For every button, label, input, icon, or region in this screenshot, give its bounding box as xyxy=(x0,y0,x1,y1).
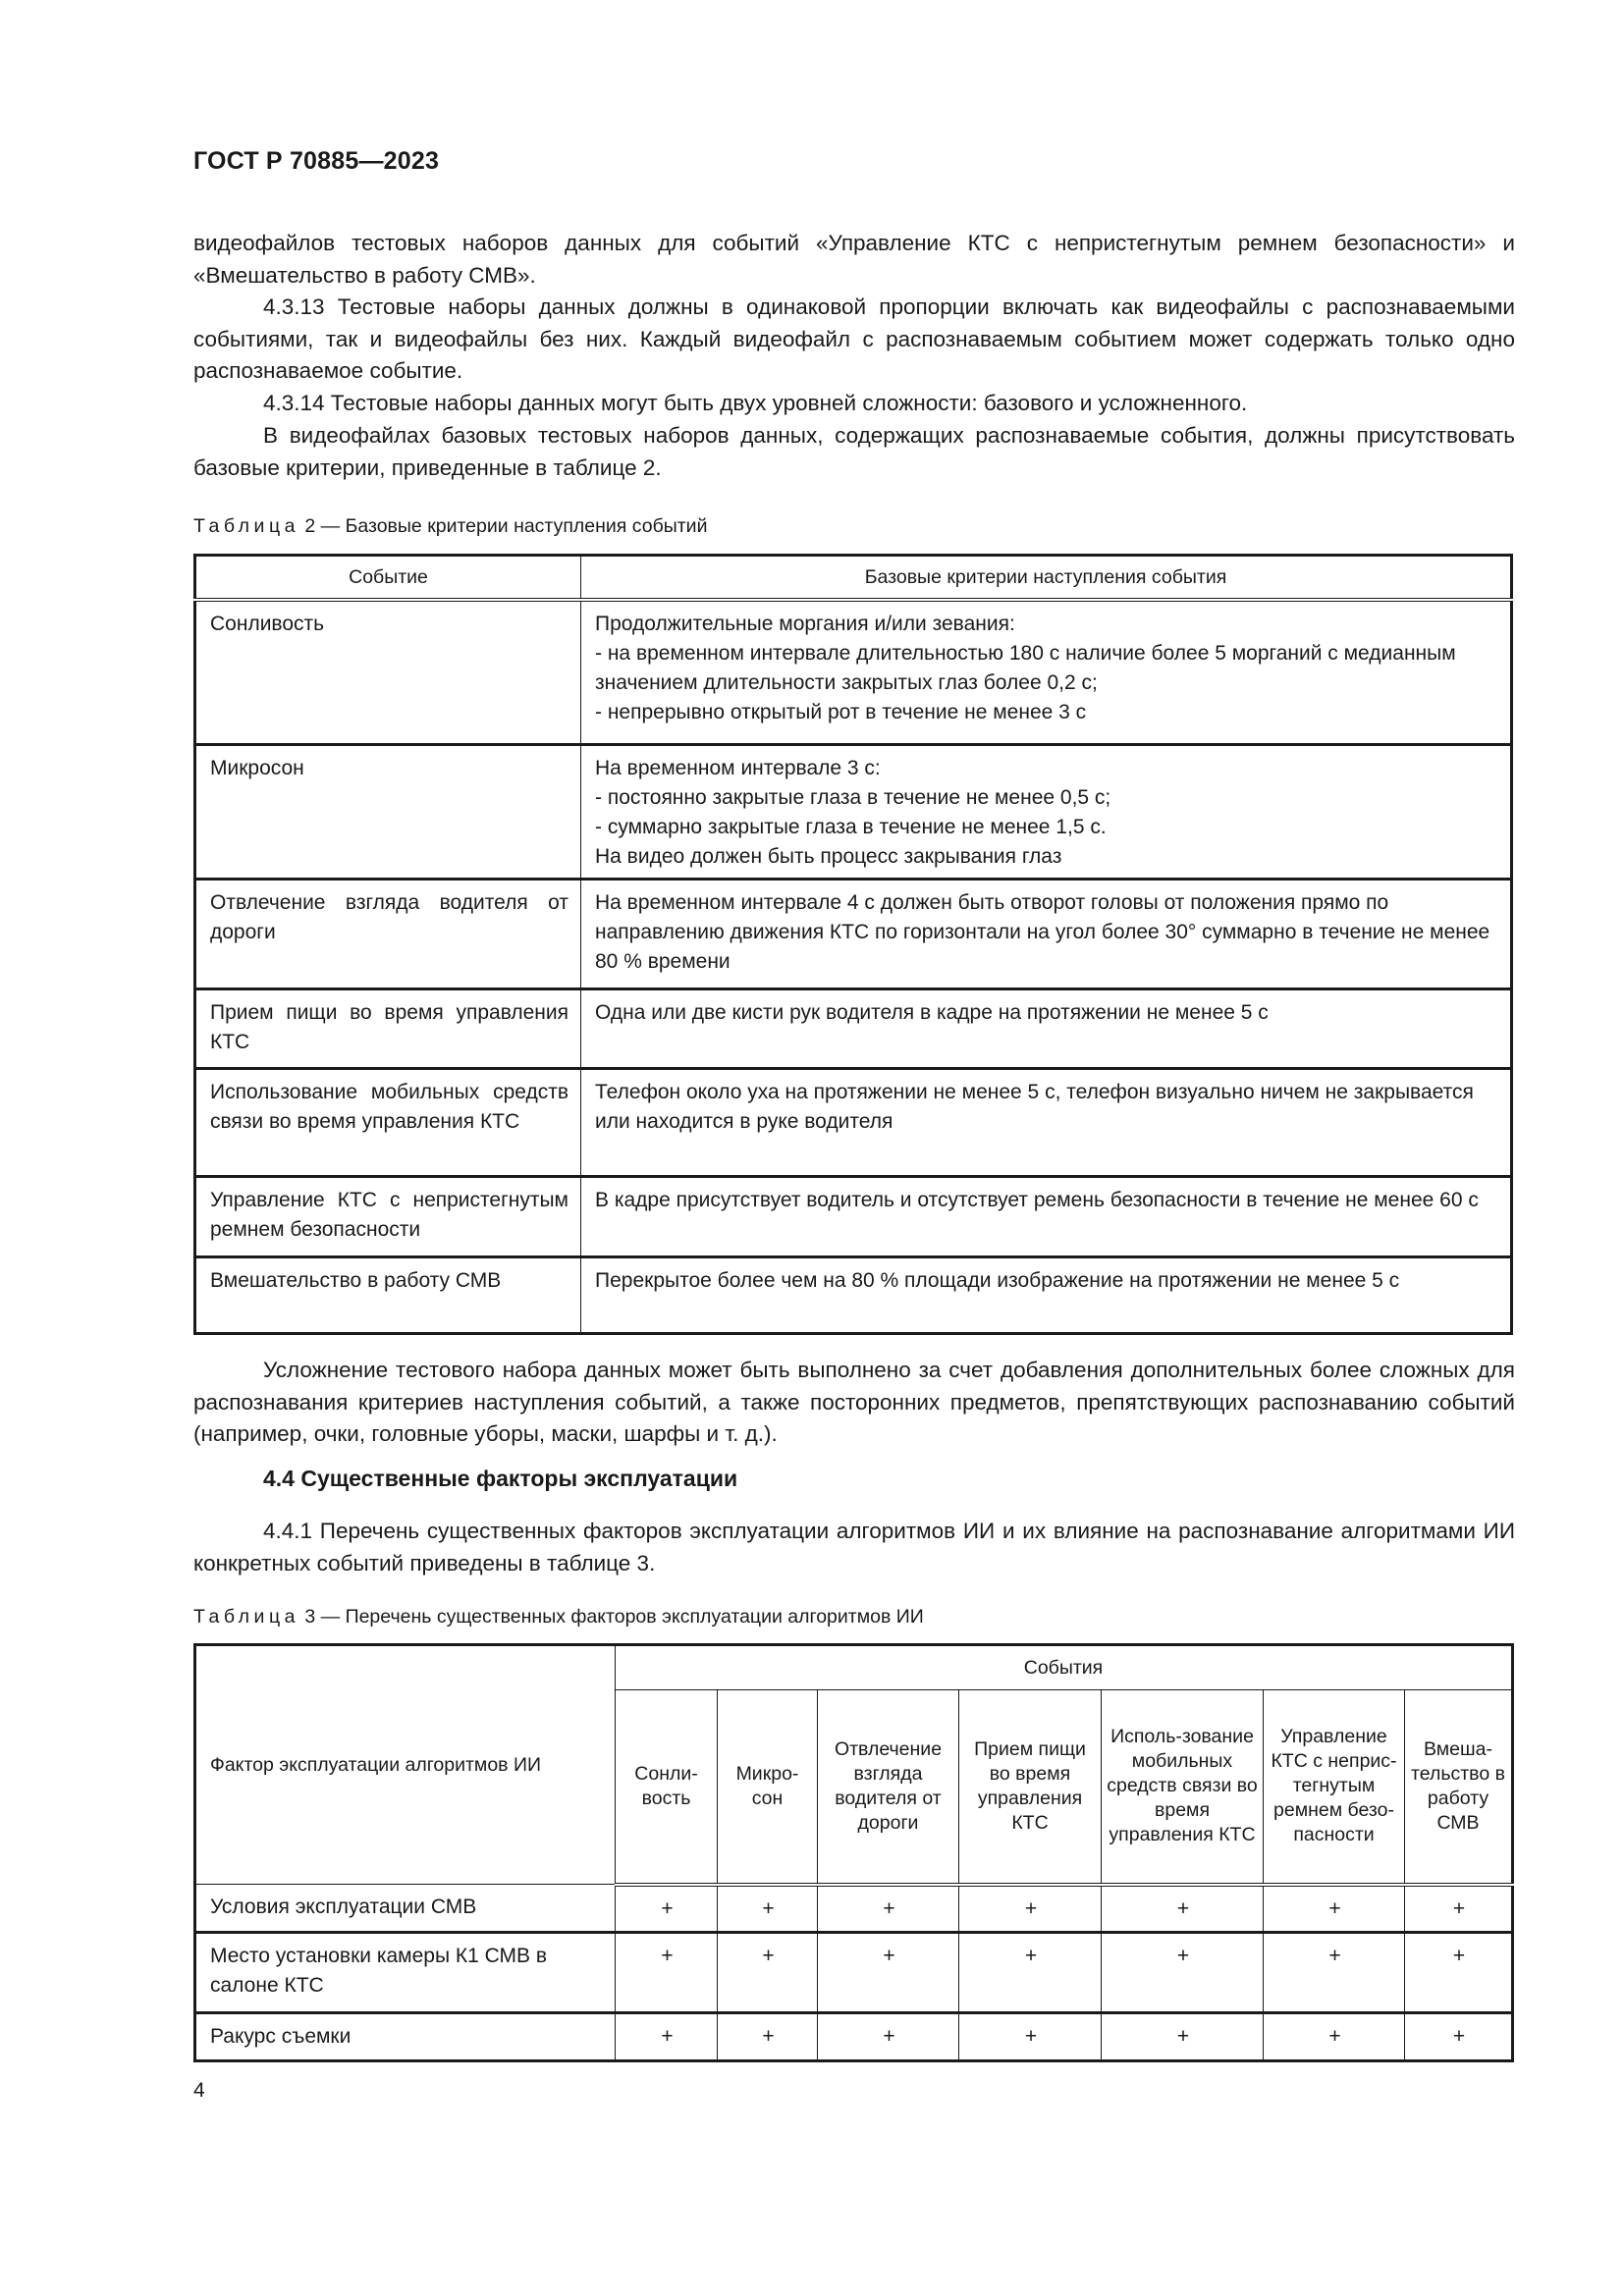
table3-caption-title: 3 — Перечень существенных факторов эксплуатации алгоритмов ИИ xyxy=(298,1606,924,1628)
table-row xyxy=(195,879,1512,988)
table3-mark: + xyxy=(959,1933,1102,2013)
table3-operating-factors xyxy=(193,1643,1514,2062)
paragraph-4-3-14: 4.3.14 Тестовые наборы данных могут быть двух уровней сложности: базового и усложненного. xyxy=(263,391,1248,415)
criteria-line: - на временном интервале длительностью 180 с наличие более 5 морганий с медианным значением длительности закрытых глаз более 0,2 с; xyxy=(595,642,1456,694)
criteria-line: На видео должен быть процесс закрывания глаз xyxy=(595,844,1062,868)
table-row xyxy=(195,1933,1513,2013)
table2-criteria-cell xyxy=(581,988,1512,1068)
table2-caption-title: 2 — Базовые критерии наступления событий xyxy=(298,515,708,537)
paragraph-basic-criteria: В видеофайлах базовых тестовых наборов данных, содержащих распознаваемые события, должны присутствовать базовые критерии, приведенные в таблице 2. xyxy=(193,423,1515,480)
table-row xyxy=(195,1885,1513,1933)
table2-basic-criteria xyxy=(193,554,1513,1335)
table2-header-row xyxy=(195,556,1512,601)
paragraph-4-3-13: 4.3.13 Тестовые наборы данных должны в одинаковой пропорции включать как видеофайлы с распознаваемыми событиями, так и видеофайлы без них. Каждый видеофайл с распознаваемым событием может содержать только одно распознаваемое событие. xyxy=(193,294,1515,383)
table3-mark: + xyxy=(959,1885,1102,1933)
table3-header-phone-use: Исполь-зование мобильных средств связи во время управления КТС xyxy=(1102,1690,1264,1885)
table3-header-drowsiness: Сонли-вость xyxy=(616,1690,718,1885)
table3-header-microsleep: Микро-сон xyxy=(718,1690,818,1885)
table3-caption xyxy=(193,1603,924,1630)
criteria-line: Продолжительные моргания и/или зевания: xyxy=(595,613,1015,635)
table-row xyxy=(195,600,1512,744)
table3-factor-cell: Ракурс съемки xyxy=(195,2013,616,2061)
table3-header-interference: Вмеша-тельство в работу СМВ xyxy=(1405,1690,1513,1885)
table3-mark: + xyxy=(1102,1885,1264,1933)
criteria-line: На временном интервале 4 с должен быть отворот головы от положения прямо по направлению движения КТС по горизонтали на угол более 30° суммарно в течение не менее 80 % времени xyxy=(595,890,1490,973)
criteria-line: Одна или две кисти рук водителя в кадре на протяжении не менее 5 с xyxy=(595,1000,1269,1024)
table3-header-no-seatbelt: Управление КТС с неприс-тегнутым ремнем безо-пасности xyxy=(1264,1690,1405,1885)
paragraph-continuation: видеофайлов тестовых наборов данных для событий «Управление КТС с непристегнутым ремнем безопасности» и «Вмешательство в работу СМВ». xyxy=(193,231,1515,288)
table3-mark: + xyxy=(1264,2013,1405,2061)
table2-event-cell: Микросон xyxy=(195,744,581,879)
table2-event-cell: Использование мобильных средств связи во время управления КТС xyxy=(195,1068,581,1176)
table3-header-events: События xyxy=(616,1645,1513,1690)
page-number: 4 xyxy=(193,2079,205,2102)
table2-criteria-cell xyxy=(581,600,1512,744)
table3-mark: + xyxy=(1264,1933,1405,2013)
table2-header-criteria: Базовые критерии наступления события xyxy=(581,556,1512,601)
table3-factor-cell: Условия эксплуатации СМВ xyxy=(195,1885,616,1933)
criteria-line: Телефон около уха на протяжении не менее 5 с, телефон визуально ничем не закрывается или находится в руке водителя xyxy=(595,1080,1474,1133)
table3-factor-cell: Место установки камеры К1 СМВ в салоне КТС xyxy=(195,1933,616,2013)
table3-mark: + xyxy=(818,2013,959,2061)
paragraph-complication: Усложнение тестового набора данных может быть выполнено за счет добавления дополнительных более сложных для распознавания критериев наступления событий, а также посторонних предметов, препятствующих распознаванию событий (например, очки, головные уборы, маски, шарфы и т. д.). xyxy=(193,1358,1515,1446)
table3-mark: + xyxy=(718,1885,818,1933)
criteria-line: Перекрытое более чем на 80 % площади изображение на протяжении не менее 5 с xyxy=(595,1268,1400,1292)
table2-event-cell: Отвлечение взгляда водителя от дороги xyxy=(195,879,581,988)
table-row xyxy=(195,988,1512,1068)
table3-mark: + xyxy=(1405,2013,1513,2061)
criteria-line: - непрерывно открытый рот в течение не менее 3 с xyxy=(595,701,1087,723)
table3-caption-word: Таблица xyxy=(193,1606,299,1628)
table-row xyxy=(195,744,1512,879)
table2-event-cell: Прием пищи во время управления КТС xyxy=(195,988,581,1068)
table3-mark: + xyxy=(718,2013,818,2061)
table-row xyxy=(195,1068,1512,1176)
table3-mark: + xyxy=(818,1885,959,1933)
criteria-line: - суммарно закрытые глаза в течение не менее 1,5 с. xyxy=(595,815,1107,838)
table2-event-cell: Сонливость xyxy=(195,600,581,744)
table2-criteria-cell xyxy=(581,1068,1512,1176)
table3-header-distraction: Отвлечение взгляда водителя от дороги xyxy=(818,1690,959,1885)
table2-criteria-cell xyxy=(581,879,1512,988)
section-heading-4-4: 4.4 Существенные факторы эксплуатации xyxy=(263,1466,738,1491)
criteria-line: На временном интервале 3 с: xyxy=(595,756,881,779)
document-code-header: ГОСТ Р 70885—2023 xyxy=(193,147,440,175)
table3-mark: + xyxy=(1264,1885,1405,1933)
table2-caption-word: Таблица xyxy=(193,515,299,537)
table3-mark: + xyxy=(959,2013,1102,2061)
table3-mark: + xyxy=(1102,1933,1264,2013)
paragraph-4-4-1: 4.4.1 Перечень существенных факторов эксплуатации алгоритмов ИИ и их влияние на распознавание алгоритмами ИИ конкретных событий приведены в таблице 3. xyxy=(193,1519,1515,1575)
table2-criteria-cell xyxy=(581,744,1512,879)
table3-mark: + xyxy=(1405,1885,1513,1933)
table3-mark: + xyxy=(818,1933,959,2013)
table2-header-event: Событие xyxy=(195,556,581,601)
table3-header-row-1 xyxy=(195,1645,1513,1690)
table3-mark: + xyxy=(616,2013,718,2061)
table-row xyxy=(195,1256,1512,1333)
table3-mark: + xyxy=(1102,2013,1264,2061)
table2-criteria-cell xyxy=(581,1256,1512,1333)
table2-caption xyxy=(193,512,707,540)
table2-event-cell: Управление КТС с непристегнутым ремнем безопасности xyxy=(195,1176,581,1256)
criteria-line: В кадре присутствует водитель и отсутствует ремень безопасности в течение не менее 60 с xyxy=(595,1188,1479,1211)
table3-header-factor: Фактор эксплуатации алгоритмов ИИ xyxy=(195,1645,616,1885)
table2-criteria-cell xyxy=(581,1176,1512,1256)
table3-mark: + xyxy=(718,1933,818,2013)
table2-event-cell: Вмешательство в работу СМВ xyxy=(195,1256,581,1333)
criteria-line: - постоянно закрытые глаза в течение не менее 0,5 с; xyxy=(595,785,1111,809)
table-row xyxy=(195,2013,1513,2061)
table3-mark: + xyxy=(616,1933,718,2013)
table-row xyxy=(195,1176,1512,1256)
table3-header-eating: Прием пищи во время управления КТС xyxy=(959,1690,1102,1885)
table3-mark: + xyxy=(1405,1933,1513,2013)
table3-mark: + xyxy=(616,1885,718,1933)
